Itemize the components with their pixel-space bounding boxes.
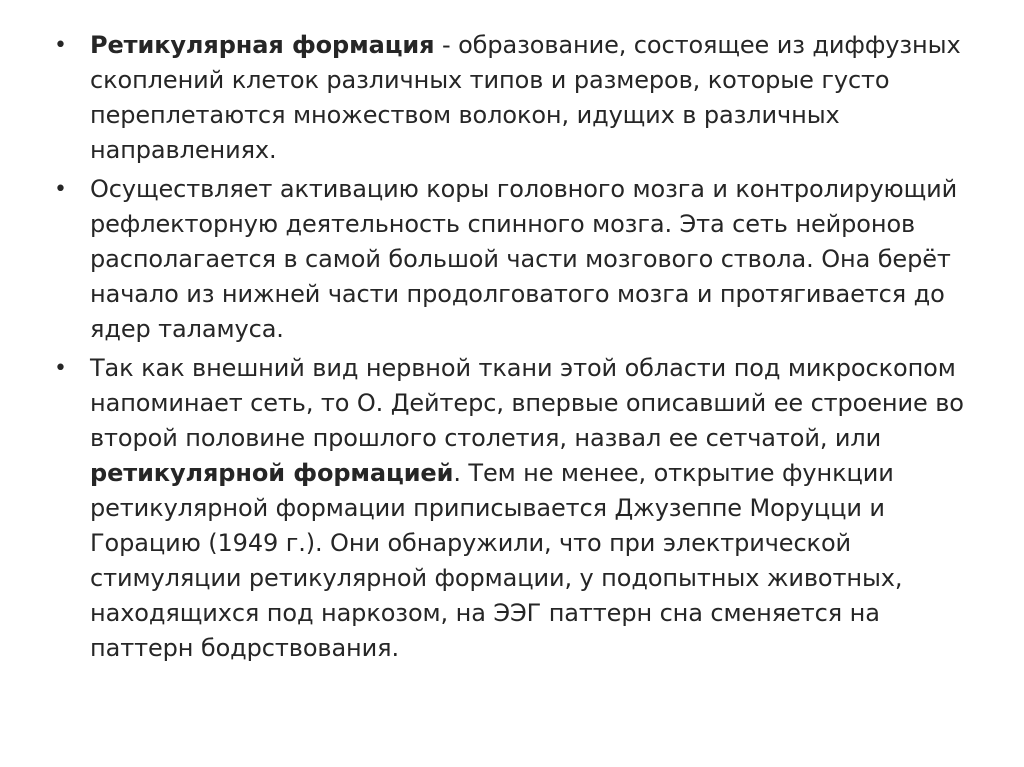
bullet-item-definition	[52, 28, 972, 168]
bold-term: Ретикулярная формация	[90, 31, 435, 59]
bullet-text-before: Так как внешний вид нервной ткани этой области под микроскопом напоминает сеть, то О. Дейтерс, впервые описавший ее строение во второй половине прошлого столетия, назвал ее сетчатой, или	[90, 354, 964, 452]
bullet-list	[52, 28, 972, 670]
bold-term: ретикулярной формацией	[90, 459, 454, 487]
bullet-icon: •	[54, 177, 67, 202]
bullet-text	[90, 351, 972, 666]
bullet-text: Осуществляет активацию коры головного мозга и контролирующий рефлекторную деятельность спинного мозга. Эта сеть нейронов располагается в самой большой части мозгового ствола. Она берёт начало из нижней части продолговатого мозга и протягивается до ядер таламуса.	[90, 175, 958, 343]
bullet-text-after: - образование, состоящее из диффузных скоплений клеток различных типов и размеров, которые густо переплетаются множеством волокон, идущих в различных направлениях.	[90, 31, 961, 164]
bullet-icon: •	[54, 33, 67, 58]
bullet-item-history	[52, 351, 972, 666]
bullet-text-after: . Тем не менее, открытие функции ретикулярной формации приписывается Джузеппе Моруцци и Горацию (1949 г.). Они обнаружили, что при электрической стимуляции ретикулярной формации, у подопытных животных, находящихся под наркозом, на ЭЭГ паттерн сна сменяется на паттерн бодрствования.	[90, 459, 903, 662]
bullet-icon: •	[54, 356, 67, 381]
bullet-text	[90, 28, 972, 168]
bullet-item-function	[52, 172, 972, 347]
